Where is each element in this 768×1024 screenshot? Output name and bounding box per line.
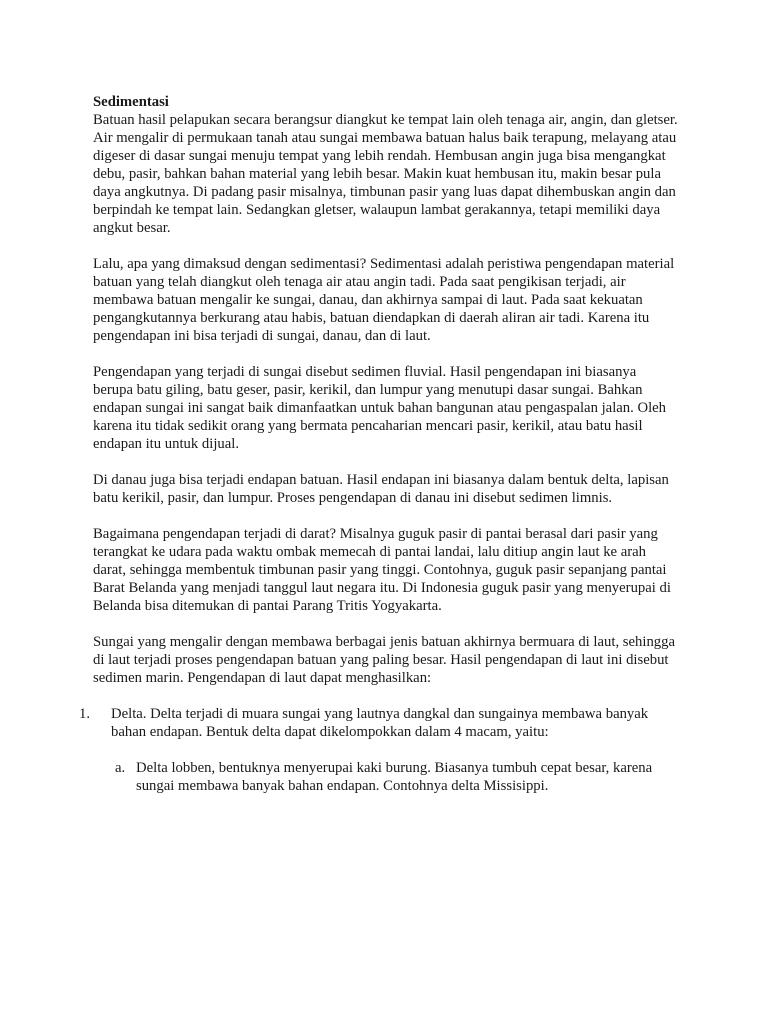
- list-item: [79, 705, 679, 741]
- paragraph-marine: Sungai yang mengalir dengan membawa berbagai jenis batuan akhirnya bermuara di laut, sehingga di laut terjadi proses pengendapan batuan yang paling besar. Hasil pengendapan di laut ini disebut sedimen marin. Pengendapan di laut dapat menghasilkan:: [93, 634, 675, 686]
- paragraph-sedimentation-definition: Lalu, apa yang dimaksud dengan sedimentasi? Sedimentasi adalah peristiwa pengendapan material batuan yang telah diangkut oleh tenaga air atau angin tadi. Pada saat pengikisan terjadi, air membawa batuan mengalir ke sungai, danau, dan akhirnya sampai di laut. Pada saat kekuatan pengangkutannya berkurang atau habis, batuan diendapkan di daerah aliran air tadi. Karena itu pengendapan ini bisa terjadi di sungai, danau, dan di laut.: [93, 256, 675, 344]
- paragraph-land-deposition: Bagaimana pengendapan terjadi di darat? Misalnya guguk pasir di pantai berasal dari pasir yang terangkat ke udara pada waktu ombak memecah di pantai landai, lalu ditiup angin laut ke arah darat, sehingga membentuk timbunan pasir yang tinggi. Contohnya, guguk pasir sepanjang pantai Barat Belanda yang menjadi tanggul laut negara itu. Di Indonesia guguk pasir yang menyerupai di Belanda bisa ditemukan di pantai Parang Tritis Yogyakarta.: [93, 526, 671, 614]
- sublist-marker: a.: [115, 760, 126, 776]
- sublist-item: [93, 759, 679, 795]
- document-title: Sedimentasi: [93, 94, 169, 110]
- paragraph-transport: Batuan hasil pelapukan secara berangsur diangkut ke tempat lain oleh tenaga air, angin, dan gletser. Air mengalir di permukaan tanah atau sungai membawa batuan halus baik terapung, melayang atau digeser di dasar sungai menuju tempat yang lebih rendah. Hembusan angin juga bisa mengangkat debu, pasir, bahkan bahan material yang lebih besar. Makin kuat hembusan itu, makin besar pula daya angkutnya. Di padang pasir misalnya, timbunan pasir yang luas dapat dihembuskan angin dan berpindah ke tempat lain. Sedangkan gletser, walaupun lambat gerakannya, tetapi memiliki daya angkut besar.: [93, 112, 678, 236]
- list-marker: 1.: [79, 706, 91, 722]
- paragraph-limnis: Di danau juga bisa terjadi endapan batuan. Hasil endapan ini biasanya dalam bentuk delta, lapisan batu kerikil, pasir, dan lumpur. Proses pengendapan di danau ini disebut sedimen limnis.: [93, 472, 669, 506]
- sublist-item-text: Delta lobben, bentuknya menyerupai kaki burung. Biasanya tumbuh cepat besar, karena sungai membawa banyak bahan endapan. Contohnya delta Missisippi.: [136, 760, 653, 794]
- paragraph-fluvial: Pengendapan yang terjadi di sungai disebut sedimen fluvial. Hasil pengendapan ini biasanya berupa batu giling, batu geser, pasir, kerikil, dan lumpur yang menutupi dasar sungai. Bahkan endapan sungai ini sangat baik dimanfaatkan untuk bahan bangunan atau pengaspalan jalan. Oleh karena itu tidak sedikit orang yang bermata pencaharian mencari pasir, kerikil, atau batu hasil endapan itu untuk dijual.: [93, 364, 667, 452]
- document-page: [79, 93, 679, 813]
- list-item-text: Delta. Delta terjadi di muara sungai yang lautnya dangkal dan sungainya membawa banyak bahan endapan. Bentuk delta dapat dikelompokkan dalam 4 macam, yaitu:: [111, 706, 649, 740]
